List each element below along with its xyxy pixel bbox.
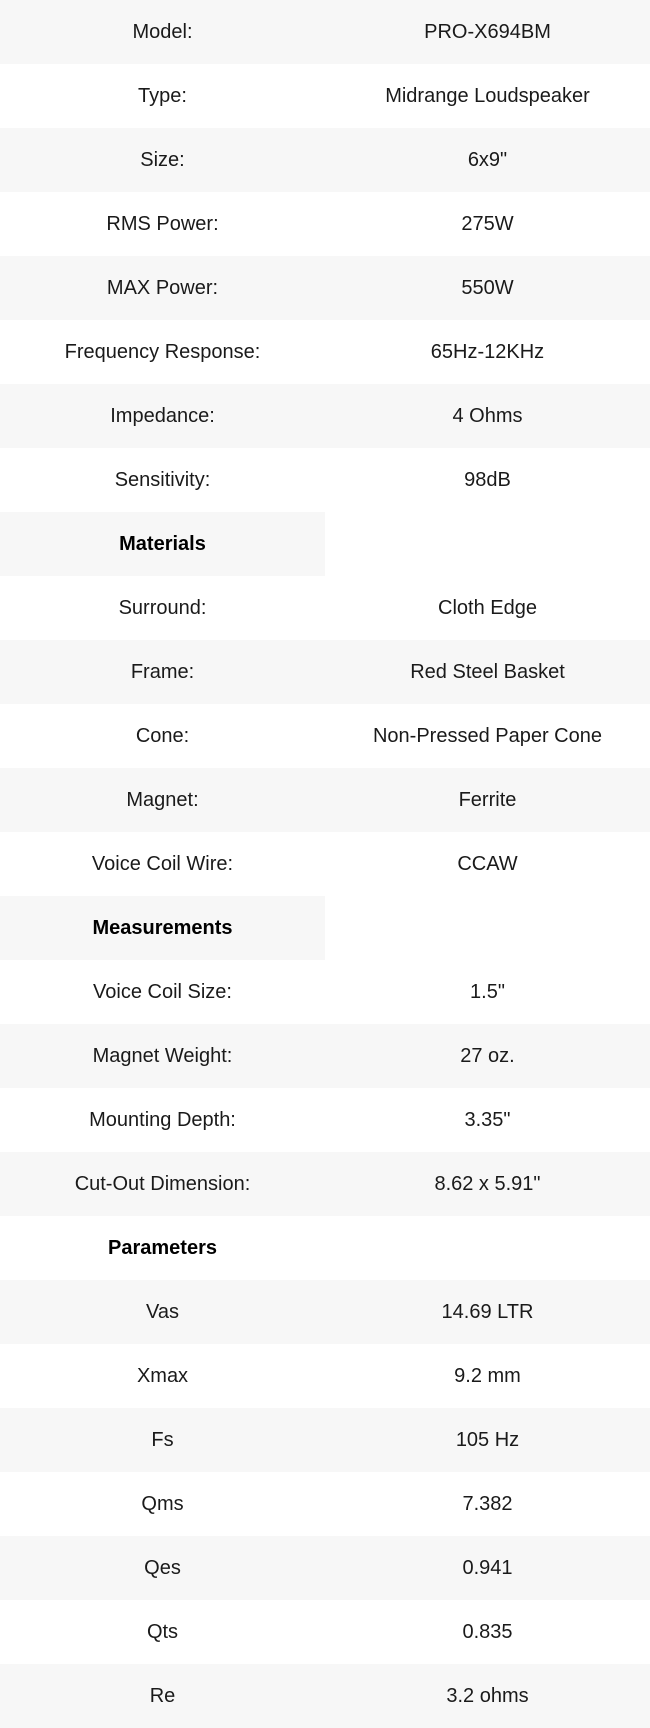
- spec-row: [0, 1344, 650, 1408]
- section-header-row: [0, 896, 650, 960]
- spec-row: [0, 384, 650, 448]
- spec-row: [0, 576, 650, 640]
- spec-label: Vas: [0, 1280, 325, 1344]
- spec-value: 7.382: [462, 1493, 513, 1515]
- spec-label: Cone:: [135, 725, 190, 747]
- spec-label: Impedance:: [0, 384, 325, 448]
- spec-label: Frame:: [0, 640, 325, 704]
- spec-value: Midrange Loudspeaker: [385, 85, 590, 107]
- spec-label: Voice Coil Size:: [93, 981, 232, 1003]
- spec-row: [0, 128, 650, 192]
- spec-value: Ferrite: [325, 768, 650, 832]
- spec-label: Qms: [141, 1493, 184, 1515]
- spec-row: [0, 960, 650, 1024]
- spec-row: [0, 1088, 650, 1152]
- spec-label: Size:: [0, 128, 325, 192]
- spec-row: [0, 768, 650, 832]
- spec-label: Fs: [0, 1408, 325, 1472]
- spec-value: 550W: [325, 256, 650, 320]
- spec-row: [0, 64, 650, 128]
- spec-row: [0, 256, 650, 320]
- spec-label: Cut-Out Dimension:: [0, 1152, 325, 1216]
- spec-label: Sensitivity:: [114, 469, 211, 491]
- spec-label: MAX Power:: [0, 256, 325, 320]
- spec-value: 275W: [461, 213, 514, 235]
- spec-row: [0, 448, 650, 512]
- section-header-row: [0, 512, 650, 576]
- spec-row: [0, 1152, 650, 1216]
- spec-value: 0.835: [462, 1621, 513, 1643]
- spec-value: [325, 512, 650, 576]
- spec-label: Voice Coil Wire:: [91, 853, 234, 875]
- spec-label: Frequency Response:: [64, 341, 261, 363]
- spec-label: RMS Power:: [106, 213, 219, 235]
- spec-label: Qes: [0, 1536, 325, 1600]
- section-header-label: Measurements: [0, 896, 325, 960]
- spec-row: [0, 1472, 650, 1536]
- spec-label: Surround:: [118, 597, 207, 619]
- spec-row: [0, 640, 650, 704]
- spec-value: Non-Pressed Paper Cone: [372, 725, 602, 747]
- spec-label: Type:: [138, 85, 187, 107]
- spec-value: 27 oz.: [325, 1024, 650, 1088]
- spec-value: Red Steel Basket: [325, 640, 650, 704]
- spec-label: Magnet:: [0, 768, 325, 832]
- section-header-label: Materials: [0, 512, 325, 576]
- spec-value: Cloth Edge: [438, 597, 537, 619]
- spec-label: Xmax: [136, 1365, 189, 1387]
- spec-row: [0, 0, 650, 64]
- spec-row: [0, 1664, 650, 1728]
- spec-row: [0, 832, 650, 896]
- spec-label: Re: [0, 1664, 325, 1728]
- spec-value: 98dB: [464, 469, 511, 491]
- spec-row: [0, 320, 650, 384]
- spec-value: 65Hz-12KHz: [430, 341, 545, 363]
- spec-row: [0, 704, 650, 768]
- spec-value: PRO-X694BM: [325, 0, 650, 64]
- spec-row: [0, 1408, 650, 1472]
- spec-row: [0, 1024, 650, 1088]
- spec-value: 6x9": [325, 128, 650, 192]
- spec-row: [0, 1536, 650, 1600]
- spec-value: 0.941: [325, 1536, 650, 1600]
- spec-label: Mounting Depth:: [89, 1109, 236, 1131]
- spec-row: [0, 192, 650, 256]
- spec-value: 3.2 ohms: [325, 1664, 650, 1728]
- spec-value: 8.62 x 5.91": [325, 1152, 650, 1216]
- spec-row: [0, 1280, 650, 1344]
- spec-value: 1.5": [470, 981, 505, 1003]
- spec-value: 3.35": [464, 1109, 511, 1131]
- spec-label: Magnet Weight:: [0, 1024, 325, 1088]
- spec-label: Model:: [0, 0, 325, 64]
- spec-value: 14.69 LTR: [325, 1280, 650, 1344]
- spec-value: 4 Ohms: [325, 384, 650, 448]
- spec-value: CCAW: [457, 853, 518, 875]
- section-header-row: [0, 1216, 650, 1280]
- spec-value: [325, 896, 650, 960]
- section-header-label: Parameters: [108, 1237, 217, 1259]
- spec-value: [325, 1216, 650, 1280]
- spec-value: 9.2 mm: [454, 1365, 521, 1387]
- spec-row: [0, 1600, 650, 1664]
- spec-value: 105 Hz: [325, 1408, 650, 1472]
- spec-label: Qts: [146, 1621, 179, 1643]
